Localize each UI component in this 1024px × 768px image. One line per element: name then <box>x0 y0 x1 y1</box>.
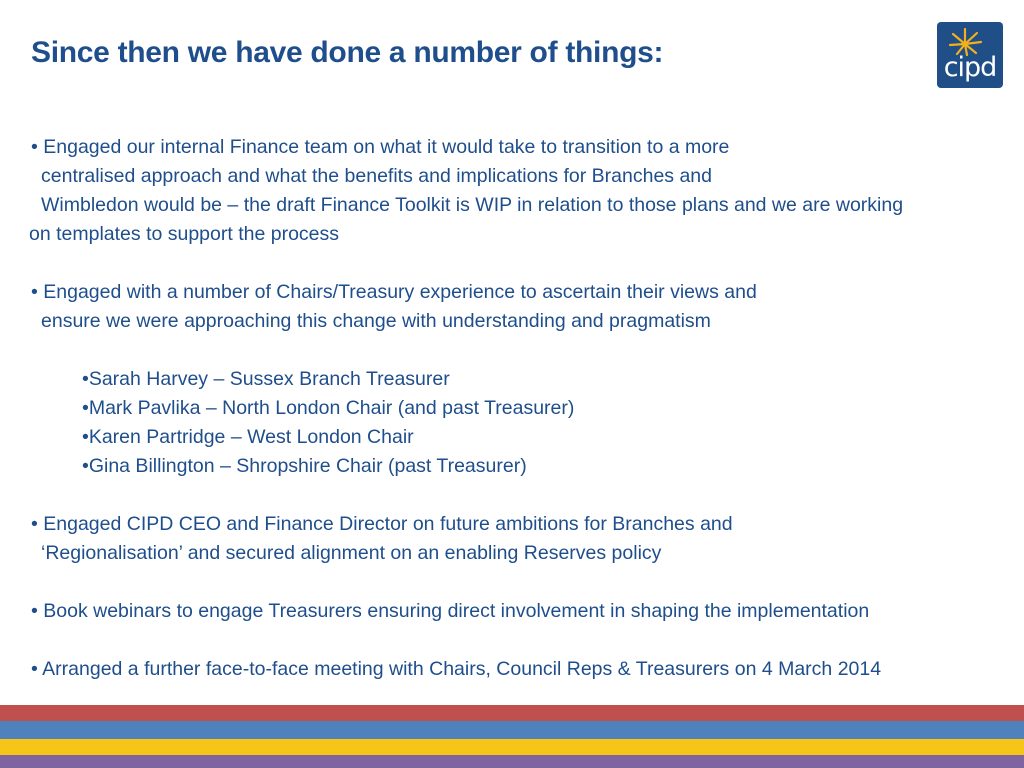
bullet-line: on templates to support the process <box>29 223 340 245</box>
bullet-line: • Engaged with a number of Chairs/Treasury experience to ascertain their views and <box>31 281 757 303</box>
bullet-line: ‘Regionalisation’ and secured alignment on an enabling Reserves policy <box>41 542 662 564</box>
footer-stripe-yellow <box>0 739 1024 755</box>
bullet-ceo-finance <box>31 510 1024 568</box>
bullet-line: Wimbledon would be – the draft Finance Toolkit is WIP in relation to those plans and we are working <box>41 194 904 216</box>
cipd-logo <box>937 22 1003 88</box>
person-item: •Karen Partridge – West London Chair <box>82 426 414 448</box>
bullet-line: ensure we were approaching this change with understanding and pragmatism <box>41 310 711 332</box>
bullet-finance-team <box>31 133 1024 249</box>
person-item: •Mark Pavlika – North London Chair (and past Treasurer) <box>82 397 575 419</box>
logo-wordmark: cipd <box>943 52 997 83</box>
bullet-line: • Book webinars to engage Treasurers ensuring direct involvement in shaping the implementation <box>31 600 870 622</box>
person-item: •Gina Billington – Shropshire Chair (past Treasurer) <box>82 455 527 477</box>
bullet-line: • Engaged our internal Finance team on what it would take to transition to a more <box>31 136 730 158</box>
bullet-line: • Arranged a further face-to-face meeting with Chairs, Council Reps & Treasurers on 4 March 2014 <box>31 658 882 680</box>
bullet-webinars <box>31 597 1024 626</box>
bullet-meeting <box>31 655 1024 684</box>
slide-body <box>31 133 1024 684</box>
person-item: •Sarah Harvey – Sussex Branch Treasurer <box>82 368 450 390</box>
footer-stripe-red <box>0 705 1024 721</box>
slide-title: Since then we have done a number of things: <box>31 36 664 69</box>
bullet-line: centralised approach and what the benefits and implications for Branches and <box>41 165 712 187</box>
footer-stripe-blue <box>0 721 1024 739</box>
bullet-line: • Engaged CIPD CEO and Finance Director on future ambitions for Branches and <box>31 513 733 535</box>
footer-stripe-purple <box>0 755 1024 768</box>
bullet-chairs-treasury <box>31 278 1024 336</box>
people-list <box>31 365 1024 481</box>
